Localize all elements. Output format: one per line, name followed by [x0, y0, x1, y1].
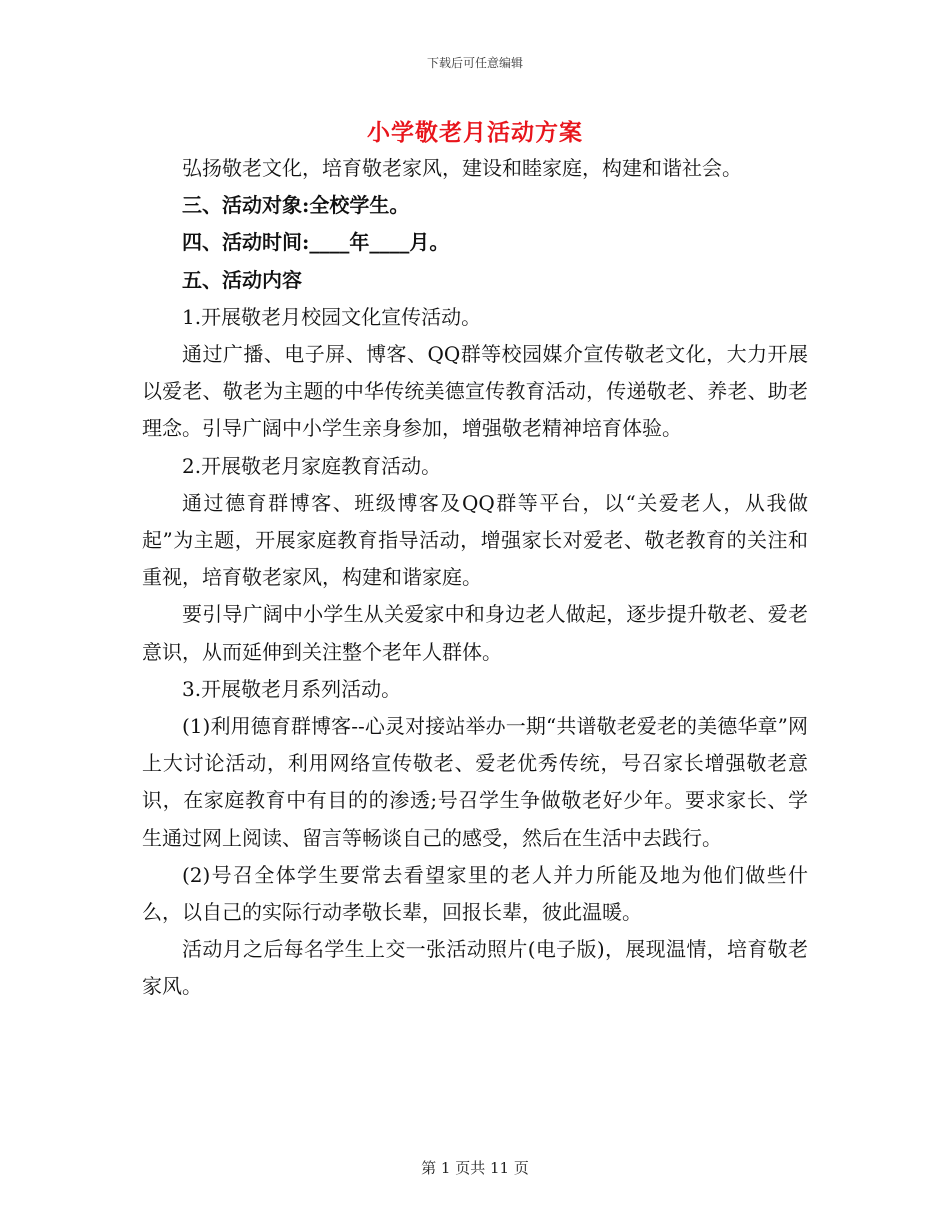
- sub-item-2-paragraph: (2)号召全体学生要常去看望家里的老人并力所能及地为他们做些什么，以自己的实际行动孝敬长辈，回报长辈，彼此温暖。: [142, 862, 808, 925]
- section-heading-content: 五、活动内容: [182, 267, 302, 292]
- closing-paragraph: 活动月之后每名学生上交一张活动照片(电子版)，展现温情，培育敬老家风。: [142, 937, 808, 999]
- document-title: 小学敬老月活动方案: [367, 119, 583, 146]
- intro-paragraph: 弘扬敬老文化，培育敬老家风，建设和睦家庭，构建和谐社会。: [182, 156, 742, 180]
- section-heading-target: 三、活动对象:全校学生。: [182, 193, 410, 218]
- item-heading-1: 1.开展敬老月校园文化宣传活动。: [182, 304, 482, 329]
- item-2-paragraph: 通过德育群博客、班级博客及QQ群等平台，以“关爱老人，从我做起”为主题，开展家庭教育指导活动，增强家长对爱老、敬老教育的关注和重视，培育敬老家风，构建和谐家庭。: [142, 490, 808, 590]
- header-note: 下载后可任意编辑: [426, 56, 523, 70]
- page-number: 第 1 页共 11 页: [421, 1159, 529, 1177]
- sub-item-1-paragraph: (1)利用德育群博客--心灵对接站举办一期“共谱敬老爱老的美德华章”网上大讨论活动，利用网络宣传敬老、爱老优秀传统，号召家长增强敬老意识，在家庭教育中有目的的渗透;号召学生争做敬老好少年。要求家长、学生通过网上阅读、留言等畅谈自己的感受，然后在生活中去践行。: [142, 714, 808, 850]
- document-body: [142, 150, 808, 1006]
- item-1-paragraph: 通过广播、电子屏、博客、QQ群等校园媒介宣传敬老文化，大力开展以爱老、敬老为主题的中华传统美德宣传教育活动，传递敬老、养老、助老理念。引导广阔中小学生亲身参加，增强敬老精神培育体验。: [142, 342, 808, 441]
- item-heading-2: 2.开展敬老月家庭教育活动。: [182, 453, 442, 478]
- section-heading-time: 四、活动时间:____年____月。: [182, 230, 450, 255]
- item-2-paragraph-b: 要引导广阔中小学生从关爱家中和身边老人做起，逐步提升敬老、爱老意识，从而延伸到关注整个老年人群体。: [142, 602, 808, 664]
- item-heading-3: 3.开展敬老月系列活动。: [182, 676, 402, 701]
